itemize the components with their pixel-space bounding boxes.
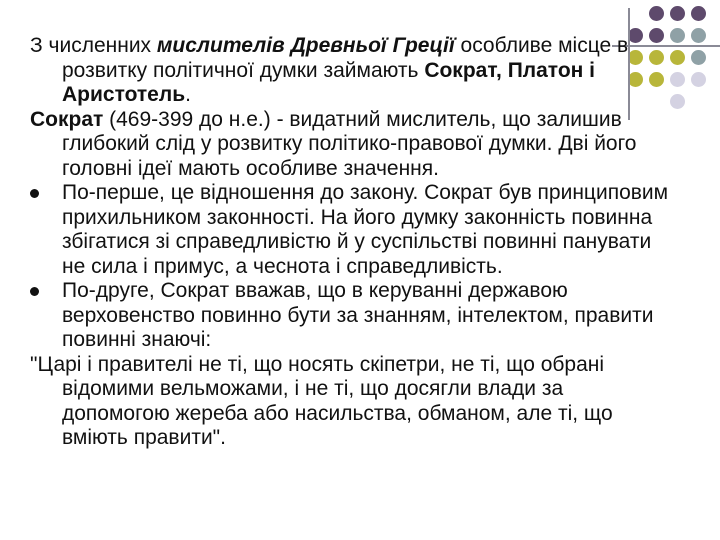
bullet-dot-icon [30, 189, 39, 198]
socrates-name: Сократ [30, 107, 104, 131]
decorative-dot [691, 72, 706, 87]
bullet-item-law [30, 181, 670, 279]
slide-body [30, 34, 670, 451]
bullet-text-knowledge: По-друге, Сократ вважав, що в керуванні державою верховенство повинно бути за знанням, інтелектом, правити повинні знаючі: [62, 279, 654, 351]
bullet-text-law: По-перше, це відношення до закону. Сократ був принциповим прихильником законності. На його думку законність повинна збігатися зі справедливістю й у суспільстві повинні панувати не сила і примус, а чеснота і справедливість. [62, 181, 669, 278]
socrates-paragraph [30, 108, 670, 182]
intro-paragraph [30, 34, 670, 108]
greek-thinkers-emphasis: мислителів Древньої Греції [156, 34, 455, 57]
decorative-dot [670, 6, 685, 21]
decorative-dot [649, 6, 664, 21]
socrates-text: (469-399 до н.е.) - видатний мислитель, що залишив глибокий слід у розвитку політико-правової думки. Дві його головні ідеї мають особливе значення. [62, 107, 637, 180]
bullet-dot-icon [30, 287, 39, 296]
decorative-dot [691, 28, 706, 43]
intro-text-3: . [185, 83, 191, 106]
decorative-dot [670, 72, 685, 87]
philosophers-names: Сократ, Платон і Аристотель [62, 58, 595, 106]
decorative-dot [670, 50, 685, 65]
decorative-dot [691, 94, 706, 109]
decorative-dot [691, 6, 706, 21]
decorative-dot [691, 50, 706, 65]
decorative-dot [670, 28, 685, 43]
decorative-dot [628, 6, 643, 21]
bullet-item-knowledge [30, 279, 670, 353]
intro-text-1: З численних [30, 34, 157, 57]
quote-paragraph: "Царі і правителі не ті, що носять скіпетри, не ті, що обрані відомими вельможами, і не ті, що досягли влади за допомогою жереба або насильства, обманом, але ті, що вміють правити". [30, 352, 613, 449]
decorative-dot [670, 94, 685, 109]
intro-text-2: особливе місце в розвитку політичної думки займають [62, 34, 629, 82]
